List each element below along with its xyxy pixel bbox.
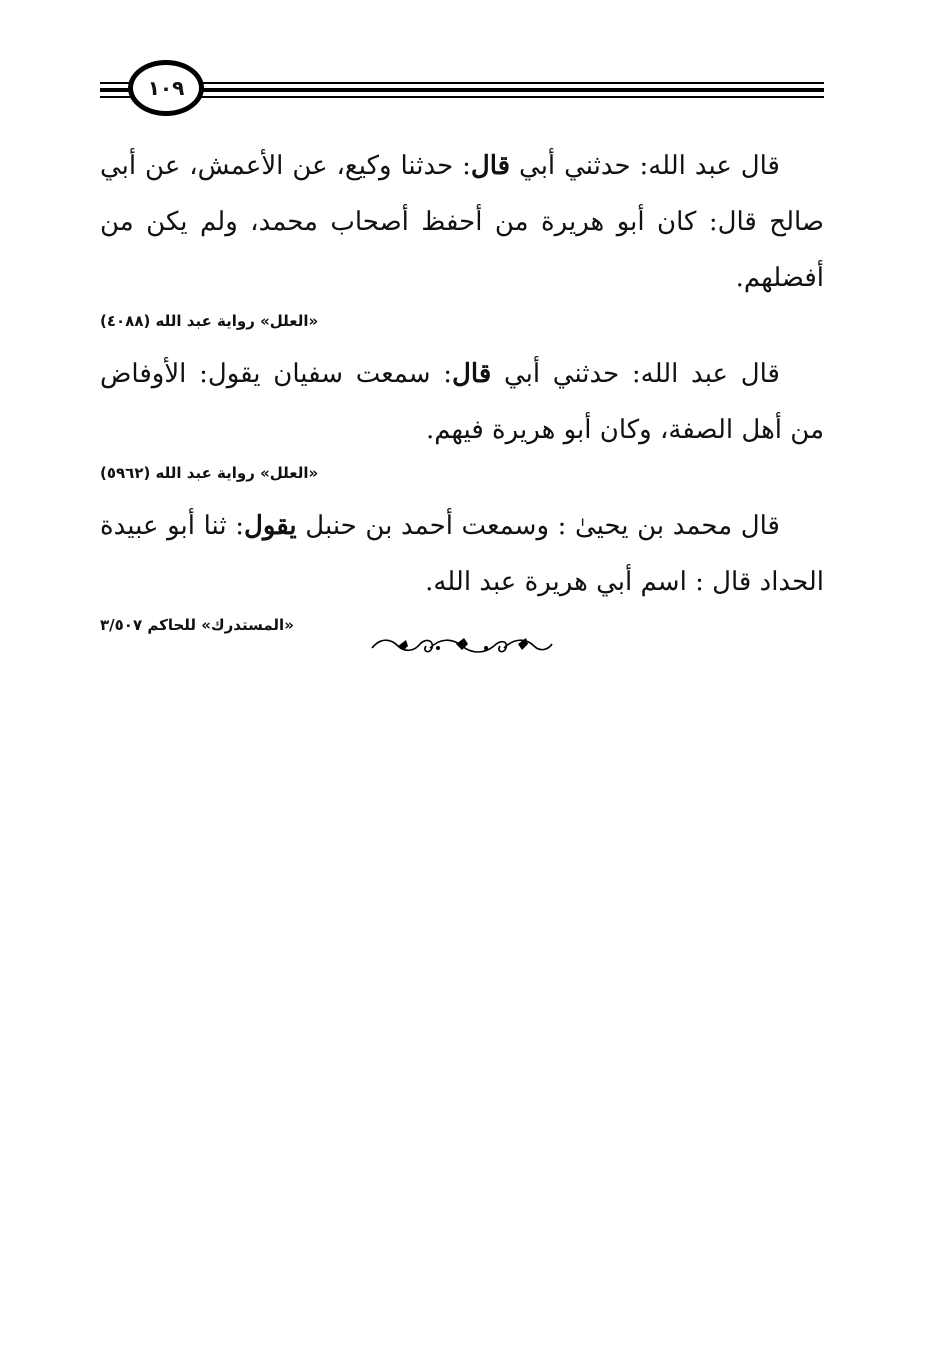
source-citation: «العلل» رواية عبد الله (٥٩٦٢) <box>100 464 319 482</box>
narration-lead: قال عبد الله: حدثني أبي <box>491 359 780 389</box>
narration-lead: قال محمد بن يحيىٰ : وسمعت أحمد بن حنبل <box>296 511 780 541</box>
page-header <box>100 60 824 124</box>
narration-bold: قال <box>470 151 511 181</box>
page-number: ١٠٩ <box>147 76 185 100</box>
narration-paragraph <box>100 498 824 610</box>
page-number-badge <box>128 60 204 116</box>
narration-paragraph <box>100 138 824 306</box>
narration-bold: قال <box>452 359 492 389</box>
source-citation: «العلل» رواية عبد الله (٤٠٨٨) <box>100 312 319 330</box>
header-rule-middle <box>100 88 824 92</box>
header-rule-bottom <box>100 96 824 98</box>
narration-lead: قال عبد الله: حدثني أبي <box>510 151 780 181</box>
narration-paragraph <box>100 346 824 458</box>
narration-text: : ثنا أبو عبيدة الحداد قال : اسم أبي هريرة عبد الله. <box>100 511 824 597</box>
page-content <box>100 138 824 650</box>
narration-text: : حدثنا وكيع، عن الأعمش، عن أبي صالح قال: كان أبو هريرة من أحفظ أصحاب محمد، ولم يكن من أفضلهم. <box>100 151 824 293</box>
decorative-divider-icon <box>368 634 556 658</box>
narration-text: : سمعت سفيان يقول: الأوفاض من أهل الصفة، وكان أبو هريرة فيهم. <box>100 359 824 445</box>
header-rule-top <box>100 82 824 84</box>
narration-bold: يقول <box>243 511 297 541</box>
source-citation: «المستدرك» للحاكم ٣/٥٠٧ <box>100 616 294 634</box>
